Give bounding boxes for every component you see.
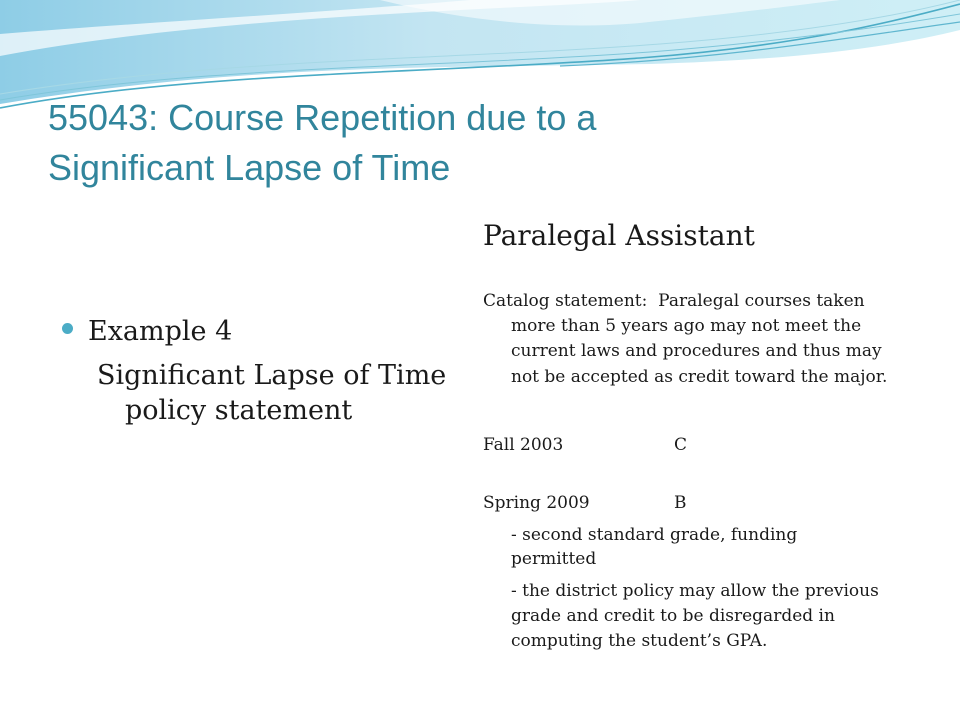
bullet-text: Example 4 [88, 316, 233, 347]
note-line: - the district policy may allow the previous [511, 581, 879, 601]
note-line: permitted [511, 549, 597, 569]
right-heading: Paralegal Assistant [483, 219, 755, 252]
grade-record-grade: C [674, 435, 688, 455]
catalog-statement-line-1: Catalog statement: Paralegal courses taken [483, 291, 865, 311]
note-line: computing the student’s GPA. [511, 631, 768, 651]
catalog-statement-line-4: not be accepted as credit toward the major. [511, 367, 888, 387]
grade-record-grade: B [674, 493, 687, 513]
catalog-statement-line-2: more than 5 years ago may not meet the [511, 316, 862, 336]
note-line: grade and credit to be disregarded in [511, 606, 835, 626]
grade-record-term: Spring 2009 [483, 493, 590, 513]
bullet-dot-icon [62, 323, 73, 334]
catalog-statement-line-3: current laws and procedures and thus may [511, 341, 882, 361]
sub-text-line-1: Significant Lapse of Time [97, 360, 447, 391]
slide-title-line-1: 55043: Course Repetition due to a [48, 97, 597, 138]
slide-title-line-2: Significant Lapse of Time [48, 147, 451, 188]
grade-record-term: Fall 2003 [483, 435, 564, 455]
note-line: - second standard grade, funding [511, 525, 798, 545]
sub-text-line-2: policy statement [125, 395, 353, 426]
